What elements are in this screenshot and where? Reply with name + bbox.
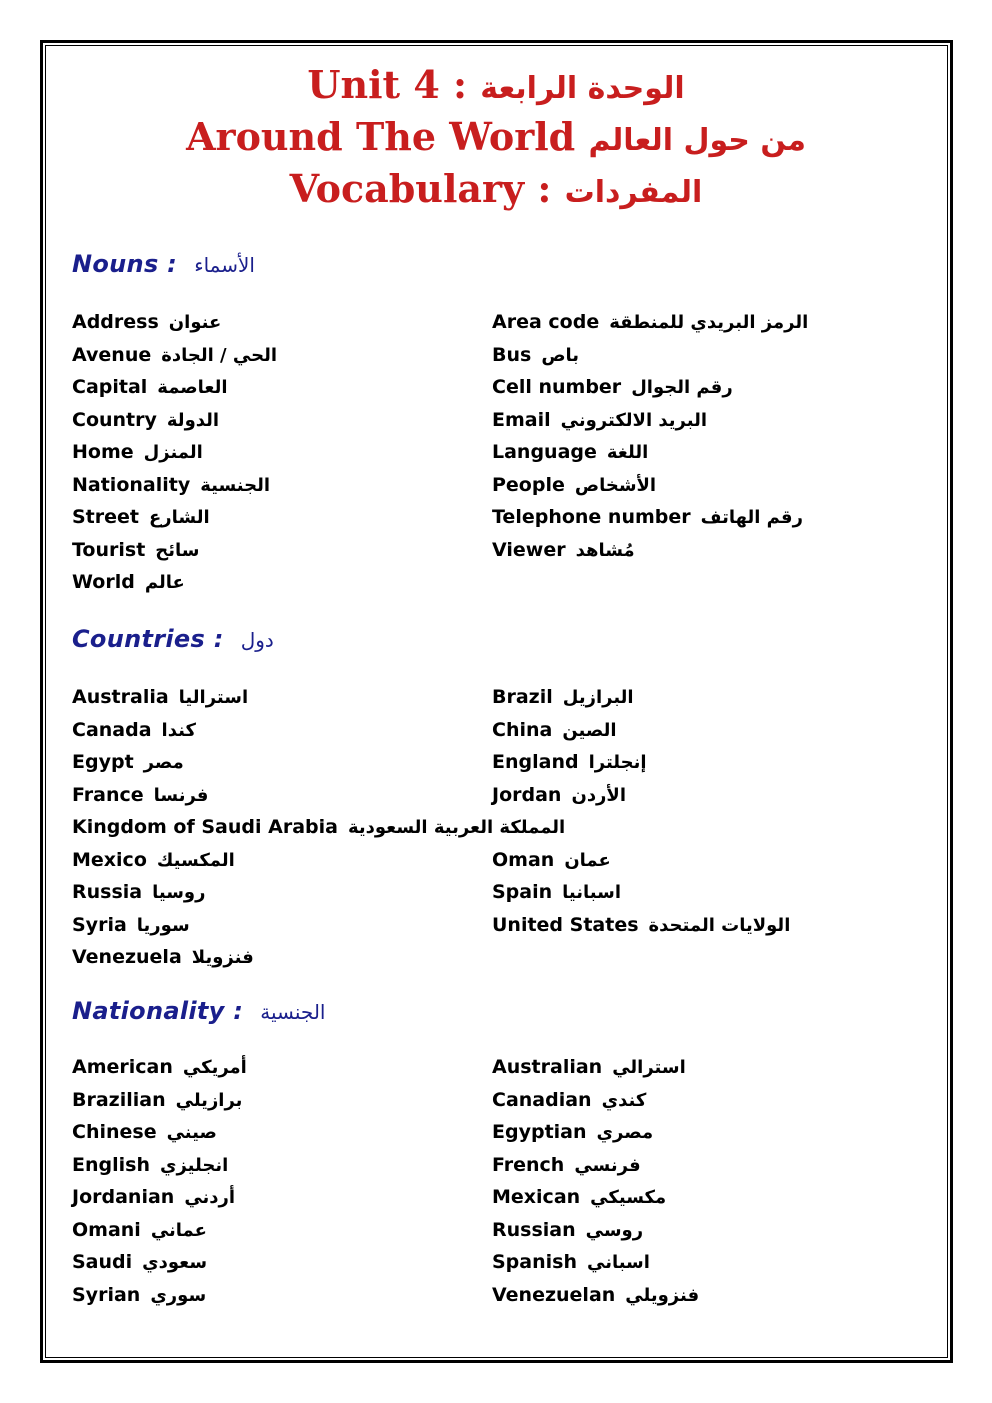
term-english: England	[492, 751, 579, 773]
countries-term	[72, 848, 235, 873]
section-nationality-label-ar: الجنسية	[260, 1000, 326, 1024]
term-arabic: اللغة	[606, 442, 649, 463]
term-arabic: البرازيل	[562, 687, 634, 708]
nationality-term	[492, 1250, 650, 1275]
term-arabic: فرنسا	[153, 784, 209, 806]
nouns-term	[492, 310, 808, 335]
nationality-term	[72, 1283, 206, 1308]
term-english: Egyptian	[492, 1121, 587, 1143]
nationality-term	[492, 1218, 643, 1243]
term-arabic: اسباني	[586, 1252, 650, 1273]
term-arabic: صيني	[166, 1122, 217, 1143]
term-english: Area code	[492, 311, 600, 333]
term-english: Russia	[72, 881, 143, 903]
term-english: Venezuelan	[492, 1283, 616, 1306]
term-english: Language	[492, 441, 597, 463]
term-arabic: إنجلترا	[588, 752, 647, 773]
term-arabic: مصري	[596, 1122, 654, 1143]
term-arabic: مكسيكي	[590, 1187, 667, 1208]
nationality-term	[72, 1250, 207, 1275]
nationality-term	[492, 1120, 653, 1145]
term-arabic: الأشخاص	[574, 474, 657, 496]
countries-term	[72, 815, 565, 840]
term-arabic: رقم الهاتف	[700, 507, 803, 528]
title-vocabulary-en: Vocabulary :	[289, 166, 552, 211]
term-arabic: البريد الالكتروني	[560, 409, 708, 431]
nationality-term	[492, 1283, 699, 1308]
countries-term	[492, 880, 621, 905]
section-countries-heading	[72, 625, 274, 653]
term-english: Jordanian	[72, 1186, 175, 1208]
nationality-term	[72, 1120, 217, 1145]
term-english: American	[72, 1056, 173, 1078]
term-arabic: الولايات المتحدة	[648, 914, 791, 936]
term-english: Home	[72, 441, 134, 463]
term-english: Street	[72, 506, 139, 528]
nouns-term	[72, 570, 185, 595]
term-arabic: الحي / الجادة	[161, 344, 277, 366]
nationality-term	[72, 1218, 207, 1243]
term-english: Australian	[492, 1056, 603, 1078]
term-english: Address	[72, 311, 159, 333]
nationality-term	[492, 1055, 686, 1080]
section-countries-label: Countries :	[72, 625, 224, 653]
term-english: English	[72, 1153, 150, 1176]
title-topic-ar: من حول العالم	[588, 123, 806, 158]
term-english: French	[492, 1153, 565, 1176]
term-arabic: الدولة	[166, 409, 220, 431]
term-english: Spanish	[492, 1251, 577, 1273]
countries-term	[72, 685, 248, 710]
term-arabic: المنزل	[143, 442, 203, 463]
title-topic-en: Around The World	[186, 114, 576, 159]
term-english: Chinese	[72, 1121, 157, 1143]
nouns-term	[492, 408, 707, 433]
term-english: Capital	[72, 376, 148, 398]
section-nouns-label: Nouns :	[72, 250, 178, 278]
term-arabic: أردني	[184, 1187, 236, 1208]
term-english: Canada	[72, 718, 152, 741]
section-nouns-label-ar: الأسماء	[194, 253, 255, 277]
countries-term	[492, 750, 647, 775]
term-arabic: عنوان	[168, 312, 222, 333]
term-arabic: سوري	[150, 1284, 207, 1306]
term-english: Spain	[492, 881, 553, 903]
countries-term	[72, 783, 208, 808]
term-arabic: كندي	[601, 1089, 647, 1111]
term-arabic: سعودي	[142, 1252, 208, 1273]
term-english: Email	[492, 408, 551, 431]
term-english: Telephone number	[492, 506, 691, 528]
nouns-term	[72, 440, 203, 465]
nouns-term	[492, 440, 648, 465]
term-arabic: أمريكي	[182, 1057, 247, 1078]
term-arabic: الرمز البريدي للمنطقة	[609, 312, 809, 333]
nationality-term	[72, 1185, 235, 1210]
term-arabic: عالم	[144, 572, 185, 593]
term-english: China	[492, 718, 553, 741]
term-english: France	[72, 783, 144, 806]
countries-term	[492, 848, 611, 873]
term-english: Kingdom of Saudi Arabia	[72, 816, 338, 838]
term-english: People	[492, 473, 565, 496]
term-arabic: المملكة العربية السعودية	[347, 817, 566, 838]
title-unit-ar: الوحدة الرابعة	[480, 71, 685, 106]
nouns-term	[72, 538, 200, 563]
nationality-term	[72, 1088, 242, 1113]
term-arabic: كندا	[161, 719, 196, 741]
term-english: Tourist	[72, 538, 146, 561]
term-arabic: عمان	[564, 849, 611, 871]
term-arabic: الصين	[562, 719, 617, 741]
term-arabic: العاصمة	[157, 377, 228, 398]
term-arabic: فنزويلي	[625, 1284, 700, 1306]
term-english: Viewer	[492, 538, 566, 561]
term-arabic: فرنسي	[574, 1154, 641, 1176]
nouns-term	[492, 538, 635, 563]
section-nationality-label: Nationality :	[72, 997, 244, 1025]
section-countries-label-ar: دول	[240, 628, 274, 652]
nationality-term	[492, 1088, 646, 1113]
nationality-term	[492, 1185, 666, 1210]
nationality-term	[492, 1153, 641, 1178]
nouns-term	[72, 310, 221, 335]
term-english: Venezuela	[72, 946, 182, 968]
term-english: Brazilian	[72, 1088, 166, 1111]
section-nationality-heading	[72, 997, 325, 1025]
nouns-term	[492, 505, 803, 530]
nouns-term	[492, 473, 656, 498]
term-arabic: باص	[541, 344, 580, 366]
term-arabic: الشارع	[149, 507, 210, 528]
title-vocabulary-ar: المفردات	[564, 175, 703, 210]
countries-term	[72, 945, 254, 970]
countries-term	[492, 913, 790, 938]
term-english: Jordan	[492, 783, 562, 806]
nouns-term	[72, 505, 210, 530]
term-arabic: الجنسية	[200, 474, 271, 496]
term-english: Canadian	[492, 1088, 592, 1111]
term-arabic: سوريا	[136, 914, 190, 936]
term-arabic: الأردن	[571, 784, 626, 806]
term-english: United States	[492, 913, 639, 936]
term-arabic: مصر	[143, 752, 184, 773]
term-english: Syrian	[72, 1283, 141, 1306]
term-english: Australia	[72, 686, 169, 708]
countries-term	[492, 685, 634, 710]
term-arabic: استراليا	[178, 687, 249, 708]
nouns-term	[72, 473, 270, 498]
term-arabic: برازيلي	[175, 1089, 243, 1111]
nouns-term	[72, 375, 228, 400]
nouns-term	[72, 343, 277, 368]
term-english: Mexico	[72, 848, 147, 871]
section-nouns-heading	[72, 250, 255, 278]
term-arabic: روسيا	[152, 882, 206, 903]
term-arabic: سائح	[155, 539, 200, 561]
term-arabic: عماني	[150, 1219, 207, 1241]
term-arabic: مُشاهد	[575, 539, 635, 561]
term-arabic: رقم الجوال	[631, 377, 733, 398]
countries-term	[72, 718, 196, 743]
term-arabic: انجليزي	[159, 1154, 229, 1176]
term-arabic: روسي	[585, 1219, 644, 1241]
nationality-term	[72, 1055, 247, 1080]
term-english: Brazil	[492, 686, 553, 708]
term-arabic: فنزويلا	[191, 947, 254, 968]
term-english: Cell number	[492, 376, 622, 398]
countries-term	[72, 913, 190, 938]
term-english: Egypt	[72, 751, 134, 773]
term-english: Russian	[492, 1218, 576, 1241]
term-english: Bus	[492, 343, 532, 366]
term-arabic: المكسيك	[156, 849, 235, 871]
countries-term	[492, 718, 617, 743]
countries-term	[492, 783, 626, 808]
title-unit-en: Unit 4 :	[307, 62, 468, 107]
term-english: World	[72, 571, 135, 593]
nouns-term	[492, 375, 733, 400]
term-english: Avenue	[72, 343, 152, 366]
term-english: Omani	[72, 1218, 141, 1241]
nationality-term	[72, 1153, 228, 1178]
term-arabic: اسبانيا	[562, 882, 621, 903]
nouns-term	[492, 343, 579, 368]
term-english: Oman	[492, 848, 555, 871]
countries-term	[72, 750, 184, 775]
countries-term	[72, 880, 205, 905]
term-arabic: استرالي	[612, 1057, 686, 1078]
term-english: Saudi	[72, 1251, 133, 1273]
nouns-term	[72, 408, 219, 433]
term-english: Syria	[72, 913, 127, 936]
title-unit	[0, 62, 992, 112]
term-english: Mexican	[492, 1186, 581, 1208]
title-topic	[0, 114, 992, 164]
title-vocabulary	[0, 166, 992, 216]
term-english: Country	[72, 408, 157, 431]
term-english: Nationality	[72, 473, 191, 496]
